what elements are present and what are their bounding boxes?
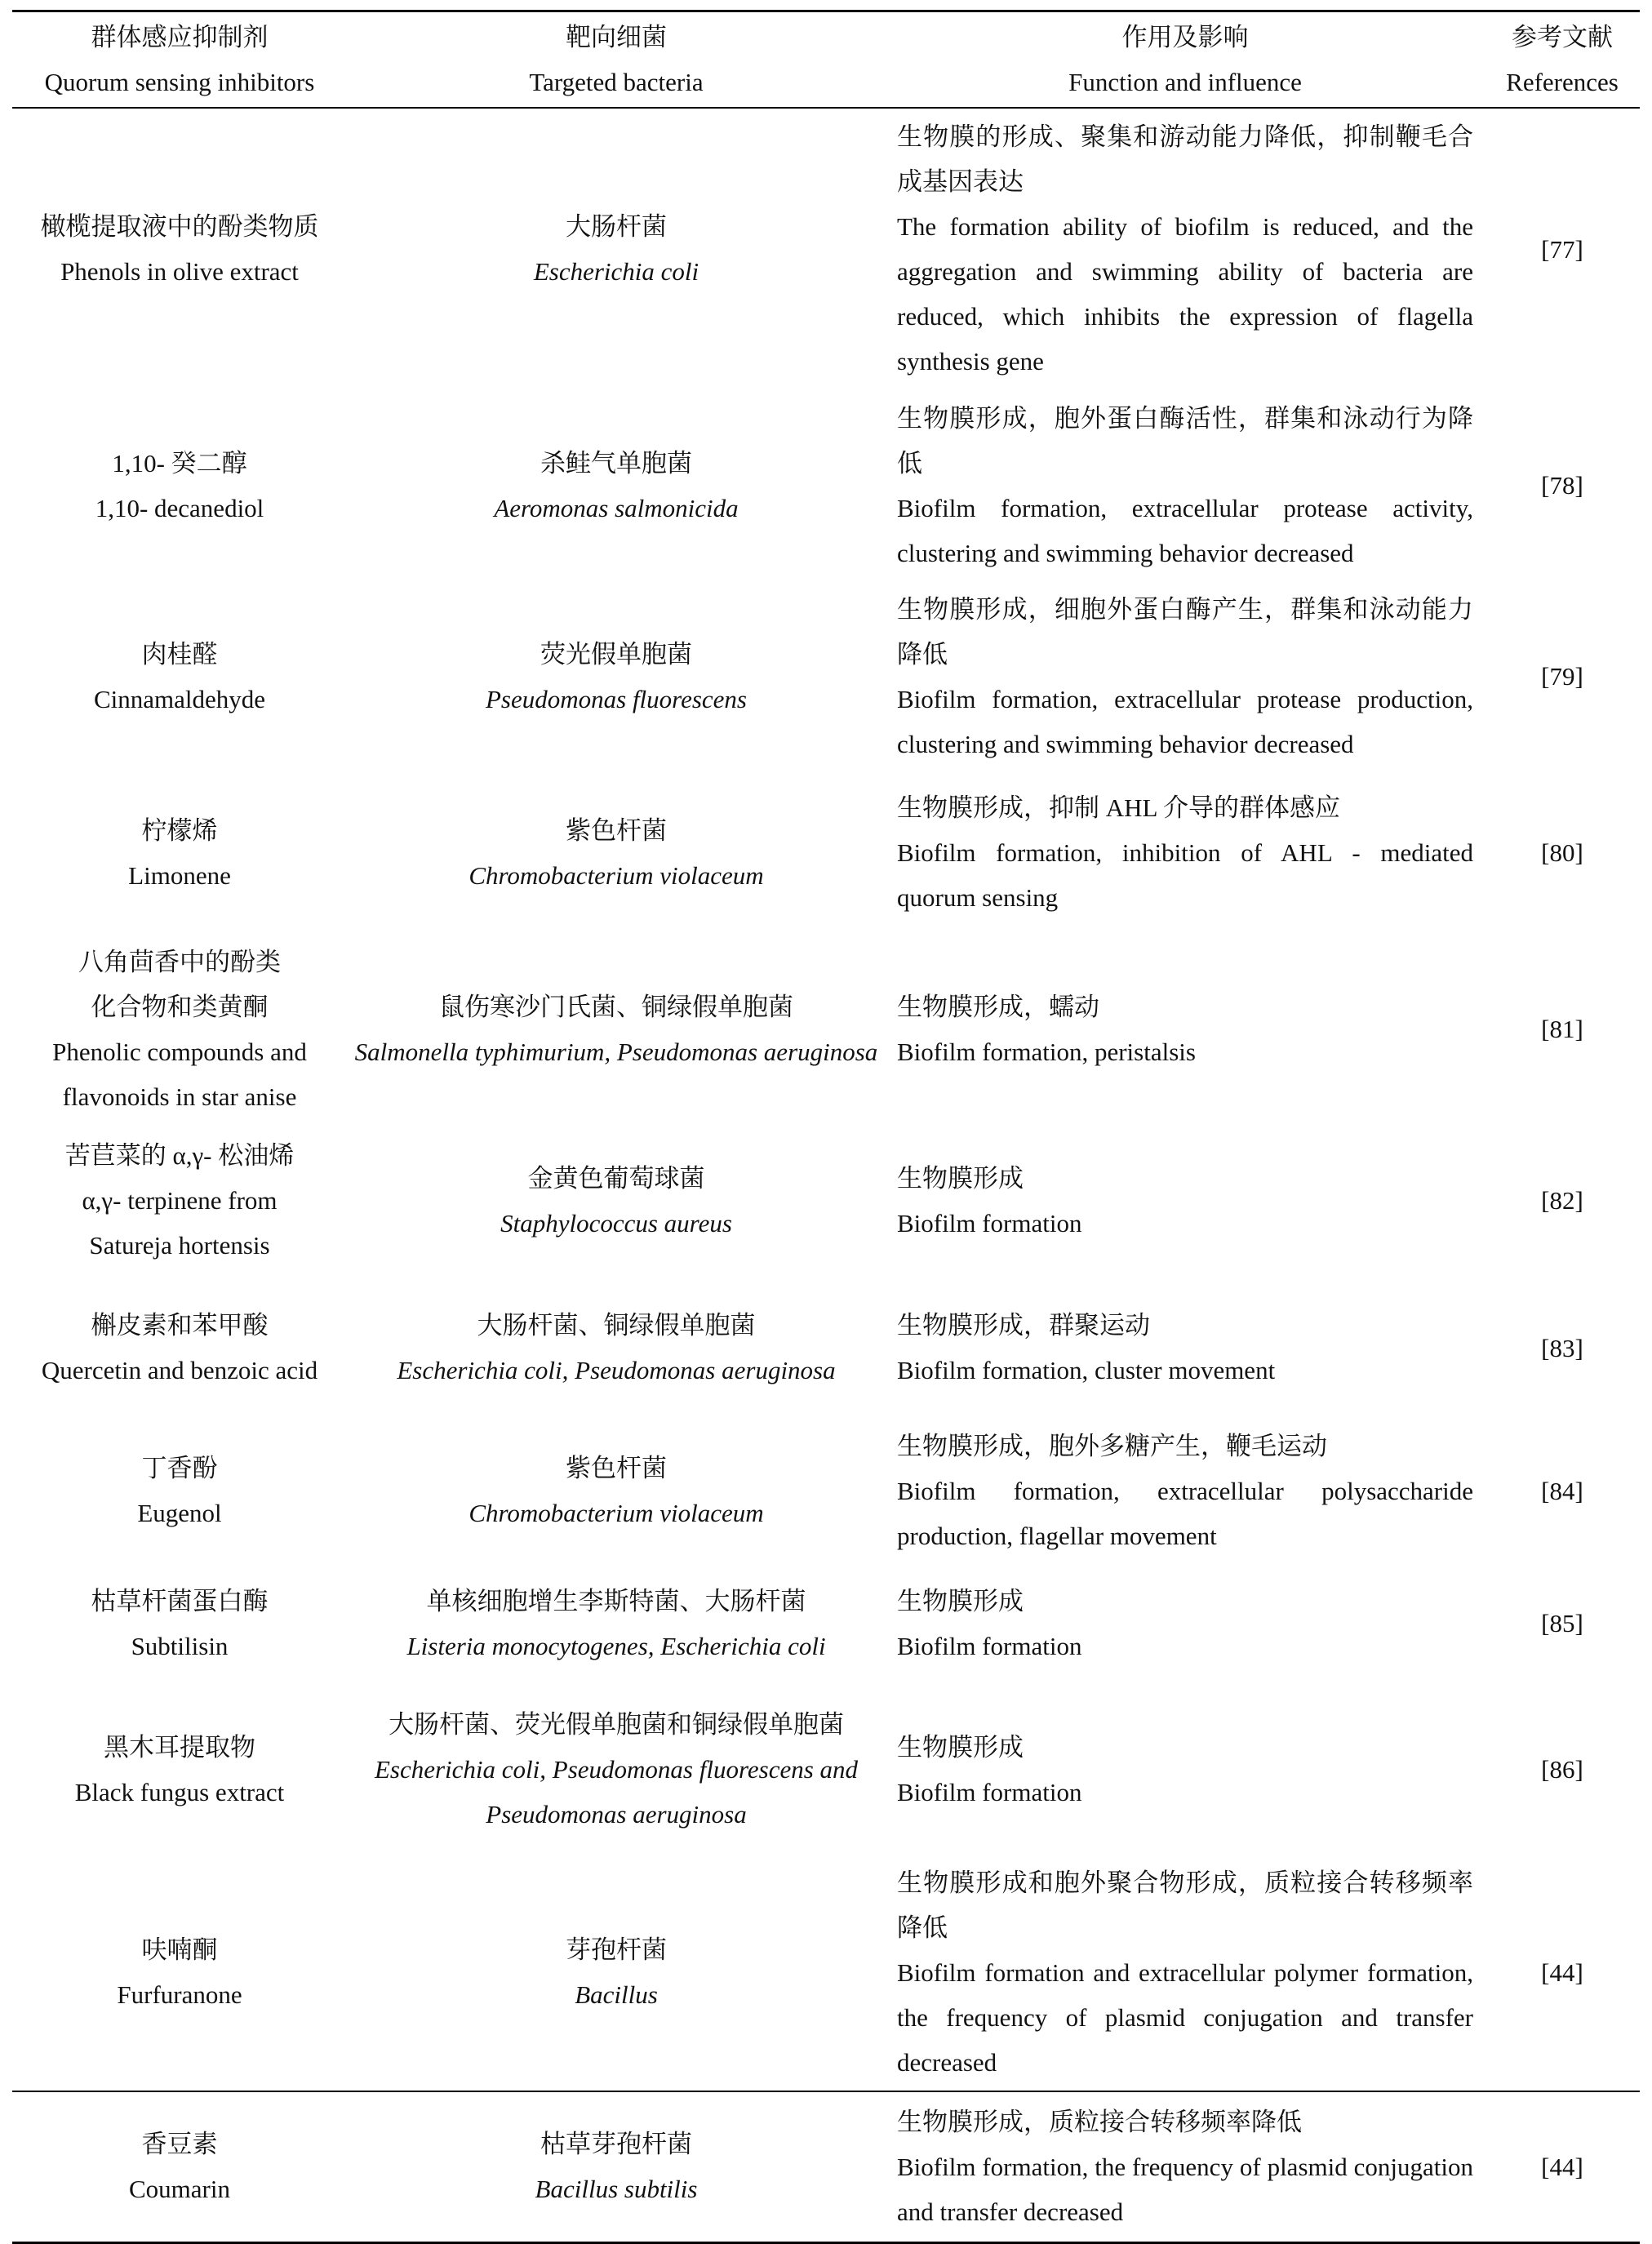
function-en: Biofilm formation, inhibition of AHL - mediated quorum sensing bbox=[897, 838, 1473, 912]
inhibitor-line: Black fungus extract bbox=[74, 1777, 285, 1806]
function-en: Biofilm formation bbox=[897, 1631, 1082, 1660]
function-zh: 生物膜形成 bbox=[897, 1163, 1024, 1193]
table-row bbox=[12, 1685, 1640, 1855]
header-inhibitor-zh: 群体感应抑制剂 bbox=[91, 22, 269, 51]
bacteria-en: Staphylococcus aureus bbox=[500, 1208, 732, 1238]
inhibitor-line: Furfuranone bbox=[117, 1980, 242, 2009]
function-zh: 生物膜形成，细胞外蛋白酶产生，群集和泳动能力降低 bbox=[897, 594, 1473, 669]
function-cell bbox=[886, 581, 1485, 772]
function-cell bbox=[886, 1277, 1485, 1420]
table-row bbox=[12, 581, 1640, 772]
table-row bbox=[12, 772, 1640, 934]
header-bacteria-en: Targeted bacteria bbox=[529, 67, 704, 96]
reference-cell: [44] bbox=[1541, 1957, 1583, 1987]
inhibitor-line: 肉桂醛 bbox=[141, 639, 218, 669]
reference-cell: [79] bbox=[1541, 662, 1583, 691]
inhibitor-line: 丁香酚 bbox=[141, 1454, 218, 1482]
inhibitor-cell bbox=[12, 1125, 347, 1277]
function-en: Biofilm formation and extracellular polymer formation, the frequency of plasmid conjugation and transfer decreased bbox=[897, 1957, 1473, 2077]
inhibitor-line: Quercetin and benzoic acid bbox=[41, 1356, 318, 1384]
inhibitor-cell bbox=[12, 2091, 347, 2243]
function-en: Biofilm formation, extracellular protease activity, clustering and swimming behavior decreased bbox=[897, 493, 1473, 567]
function-zh: 生物膜形成，抑制 AHL 介导的群体感应 bbox=[897, 793, 1341, 822]
bacteria-en: Salmonella typhimurium, Pseudomonas aeruginosa bbox=[354, 1037, 878, 1066]
function-zh: 生物膜形成，蠕动 bbox=[897, 992, 1099, 1021]
table-row bbox=[12, 2091, 1640, 2243]
inhibitor-line: Eugenol bbox=[137, 1499, 222, 1527]
table-row bbox=[12, 108, 1640, 390]
inhibitor-line: 橄榄提取液中的酚类物质 bbox=[40, 212, 319, 241]
inhibitor-line: 槲皮素和苯甲酸 bbox=[91, 1311, 269, 1340]
bacteria-zh: 大肠杆菌、铜绿假单胞菌 bbox=[477, 1311, 756, 1340]
header-references bbox=[1485, 11, 1640, 108]
inhibitor-cell bbox=[12, 390, 347, 581]
bacteria-en: Bacillus subtilis bbox=[535, 2175, 698, 2204]
function-en: Biofilm formation, extracellular polysaccharide production, flagellar movement bbox=[897, 1476, 1473, 1550]
reference-cell: [78] bbox=[1541, 471, 1583, 500]
inhibitor-cell bbox=[12, 1685, 347, 1855]
bacteria-zh: 鼠伤寒沙门氏菌、铜绿假单胞菌 bbox=[439, 992, 793, 1021]
reference-cell: [80] bbox=[1541, 838, 1583, 867]
inhibitor-cell bbox=[12, 581, 347, 772]
function-en: Biofilm formation, the frequency of plasmid conjugation and transfer decreased bbox=[897, 2152, 1473, 2226]
inhibitor-line: Satureja hortensis bbox=[89, 1231, 270, 1260]
function-cell bbox=[886, 390, 1485, 581]
bacteria-zh: 芽孢杆菌 bbox=[566, 1935, 667, 1964]
function-cell bbox=[886, 1125, 1485, 1277]
header-bacteria bbox=[347, 11, 886, 108]
inhibitor-line: 柠檬烯 bbox=[141, 815, 218, 845]
inhibitor-line: Cinnamaldehyde bbox=[93, 684, 266, 713]
bacteria-cell bbox=[347, 1562, 886, 1685]
bacteria-zh: 大肠杆菌 bbox=[566, 212, 667, 241]
bacteria-en: Escherichia coli, Pseudomonas aeruginosa bbox=[397, 1356, 836, 1384]
header-function-en: Function and influence bbox=[1068, 67, 1302, 96]
bacteria-cell bbox=[347, 390, 886, 581]
bacteria-zh: 大肠杆菌、荧光假单胞菌和铜绿假单胞菌 bbox=[389, 1710, 844, 1739]
reference-cell: [86] bbox=[1541, 1755, 1583, 1784]
bacteria-en: Chromobacterium violaceum bbox=[469, 1499, 764, 1527]
inhibitor-line: flavonoids in star anise bbox=[62, 1082, 297, 1111]
inhibitor-line: Coumarin bbox=[129, 2175, 230, 2204]
function-cell bbox=[886, 1685, 1485, 1855]
function-cell bbox=[886, 2091, 1485, 2243]
inhibitor-cell bbox=[12, 108, 347, 390]
reference-cell: [83] bbox=[1541, 1333, 1583, 1362]
reference-cell: [77] bbox=[1541, 234, 1583, 264]
bacteria-zh: 紫色杆菌 bbox=[566, 1454, 667, 1482]
inhibitor-line: Phenols in olive extract bbox=[60, 257, 299, 286]
function-zh: 生物膜形成，质粒接合转移频率降低 bbox=[897, 2107, 1302, 2136]
bacteria-zh: 枯草芽孢杆菌 bbox=[540, 2130, 692, 2159]
reference-cell: [84] bbox=[1541, 1476, 1583, 1505]
function-zh: 生物膜形成 bbox=[897, 1732, 1024, 1762]
bacteria-zh: 紫色杆菌 bbox=[566, 815, 667, 845]
table-row bbox=[12, 390, 1640, 581]
function-cell bbox=[886, 108, 1485, 390]
bacteria-zh: 金黄色葡萄球菌 bbox=[527, 1163, 705, 1193]
function-zh: 生物膜的形成、聚集和游动能力降低，抑制鞭毛合成基因表达 bbox=[897, 122, 1473, 196]
inhibitor-line: 八角茴香中的酚类 bbox=[78, 947, 281, 976]
table-row bbox=[12, 1277, 1640, 1420]
function-zh: 生物膜形成，群聚运动 bbox=[897, 1311, 1150, 1340]
bacteria-en: Aeromonas salmonicida bbox=[494, 493, 739, 522]
table-row bbox=[12, 1125, 1640, 1277]
bacteria-cell bbox=[347, 772, 886, 934]
function-cell bbox=[886, 772, 1485, 934]
bacteria-cell bbox=[347, 1855, 886, 2091]
reference-cell: [82] bbox=[1541, 1186, 1583, 1215]
function-zh: 生物膜形成 bbox=[897, 1586, 1024, 1615]
inhibitor-cell bbox=[12, 1855, 347, 2091]
inhibitor-line: Subtilisin bbox=[131, 1631, 229, 1660]
reference-cell: [81] bbox=[1541, 1015, 1583, 1043]
bacteria-en: Listeria monocytogenes, Escherichia coli bbox=[406, 1631, 826, 1660]
function-en: The formation ability of biofilm is reduced, and the aggregation and swimming ability of bacteria are reduced, which inhibits the expression of flagella synthesis gene bbox=[897, 212, 1473, 375]
bacteria-en: Escherichia coli, Pseudomonas fluorescens and Pseudomonas aeruginosa bbox=[374, 1755, 859, 1829]
bacteria-en: Bacillus bbox=[575, 1980, 658, 2009]
inhibitor-cell bbox=[12, 1277, 347, 1420]
bacteria-en: Chromobacterium violaceum bbox=[469, 860, 764, 890]
bacteria-cell bbox=[347, 1277, 886, 1420]
bacteria-cell bbox=[347, 1125, 886, 1277]
inhibitor-line: 枯草杆菌蛋白酶 bbox=[91, 1586, 269, 1615]
header-bacteria-zh: 靶向细菌 bbox=[566, 22, 667, 51]
table-body bbox=[12, 108, 1640, 2243]
function-cell bbox=[886, 1562, 1485, 1685]
header-row bbox=[12, 11, 1640, 108]
inhibitor-cell bbox=[12, 1420, 347, 1562]
inhibitor-line: 呋喃酮 bbox=[141, 1935, 218, 1964]
table-row bbox=[12, 1420, 1640, 1562]
inhibitor-line: Limonene bbox=[128, 860, 231, 890]
bacteria-cell bbox=[347, 934, 886, 1125]
table-header bbox=[12, 11, 1640, 108]
bacteria-zh: 杀鲑气单胞菌 bbox=[540, 448, 692, 478]
function-cell bbox=[886, 1855, 1485, 2091]
header-ref-zh: 参考文献 bbox=[1512, 22, 1613, 51]
function-en: Biofilm formation bbox=[897, 1777, 1082, 1806]
function-en: Biofilm formation bbox=[897, 1208, 1082, 1238]
inhibitor-cell bbox=[12, 772, 347, 934]
header-inhibitor-en: Quorum sensing inhibitors bbox=[44, 67, 315, 96]
table-row bbox=[12, 934, 1640, 1125]
inhibitor-line: 1,10- decanediol bbox=[95, 493, 264, 522]
function-zh: 生物膜形成和胞外聚合物形成，质粒接合转移频率降低 bbox=[897, 1868, 1473, 1942]
header-inhibitor bbox=[12, 11, 347, 108]
function-zh: 生物膜形成，胞外多糖产生，鞭毛运动 bbox=[897, 1431, 1327, 1460]
bacteria-zh: 荧光假单胞菌 bbox=[540, 639, 692, 669]
bacteria-cell bbox=[347, 108, 886, 390]
function-en: Biofilm formation, cluster movement bbox=[897, 1356, 1276, 1384]
inhibitor-cell bbox=[12, 1562, 347, 1685]
function-en: Biofilm formation, peristalsis bbox=[897, 1037, 1196, 1066]
header-function bbox=[886, 11, 1485, 108]
bacteria-cell bbox=[347, 1420, 886, 1562]
function-en: Biofilm formation, extracellular protease production, clustering and swimming behavior decreased bbox=[897, 684, 1473, 758]
inhibitor-cell bbox=[12, 934, 347, 1125]
header-function-zh: 作用及影响 bbox=[1121, 22, 1249, 51]
inhibitor-line: α,γ- terpinene from bbox=[82, 1186, 278, 1215]
reference-cell: [44] bbox=[1485, 2091, 1640, 2243]
bacteria-cell bbox=[347, 2091, 886, 2243]
inhibitor-line: 化合物和类黄酮 bbox=[91, 992, 269, 1021]
header-ref-en: References bbox=[1506, 67, 1619, 96]
bacteria-en: Escherichia coli bbox=[533, 257, 699, 286]
bacteria-zh: 单核细胞增生李斯特菌、大肠杆菌 bbox=[426, 1586, 806, 1615]
table-row bbox=[12, 1562, 1640, 1685]
inhibitor-line: 香豆素 bbox=[141, 2130, 218, 2159]
bacteria-en: Pseudomonas fluorescens bbox=[485, 684, 747, 713]
reference-cell: [85] bbox=[1541, 1609, 1583, 1637]
inhibitor-line: 1,10- 癸二醇 bbox=[112, 448, 247, 478]
inhibitor-line: Phenolic compounds and bbox=[52, 1037, 307, 1066]
table-row bbox=[12, 1855, 1640, 2091]
inhibitor-line: 黑木耳提取物 bbox=[104, 1732, 255, 1762]
function-zh: 生物膜形成，胞外蛋白酶活性，群集和泳动行为降低 bbox=[897, 403, 1473, 478]
bacteria-cell bbox=[347, 1685, 886, 1855]
bacteria-cell bbox=[347, 581, 886, 772]
function-cell bbox=[886, 934, 1485, 1125]
inhibitor-line: 苦苣菜的 α,γ- 松油烯 bbox=[64, 1141, 295, 1170]
qs-inhibitor-table bbox=[12, 10, 1640, 2244]
function-cell bbox=[886, 1420, 1485, 1562]
